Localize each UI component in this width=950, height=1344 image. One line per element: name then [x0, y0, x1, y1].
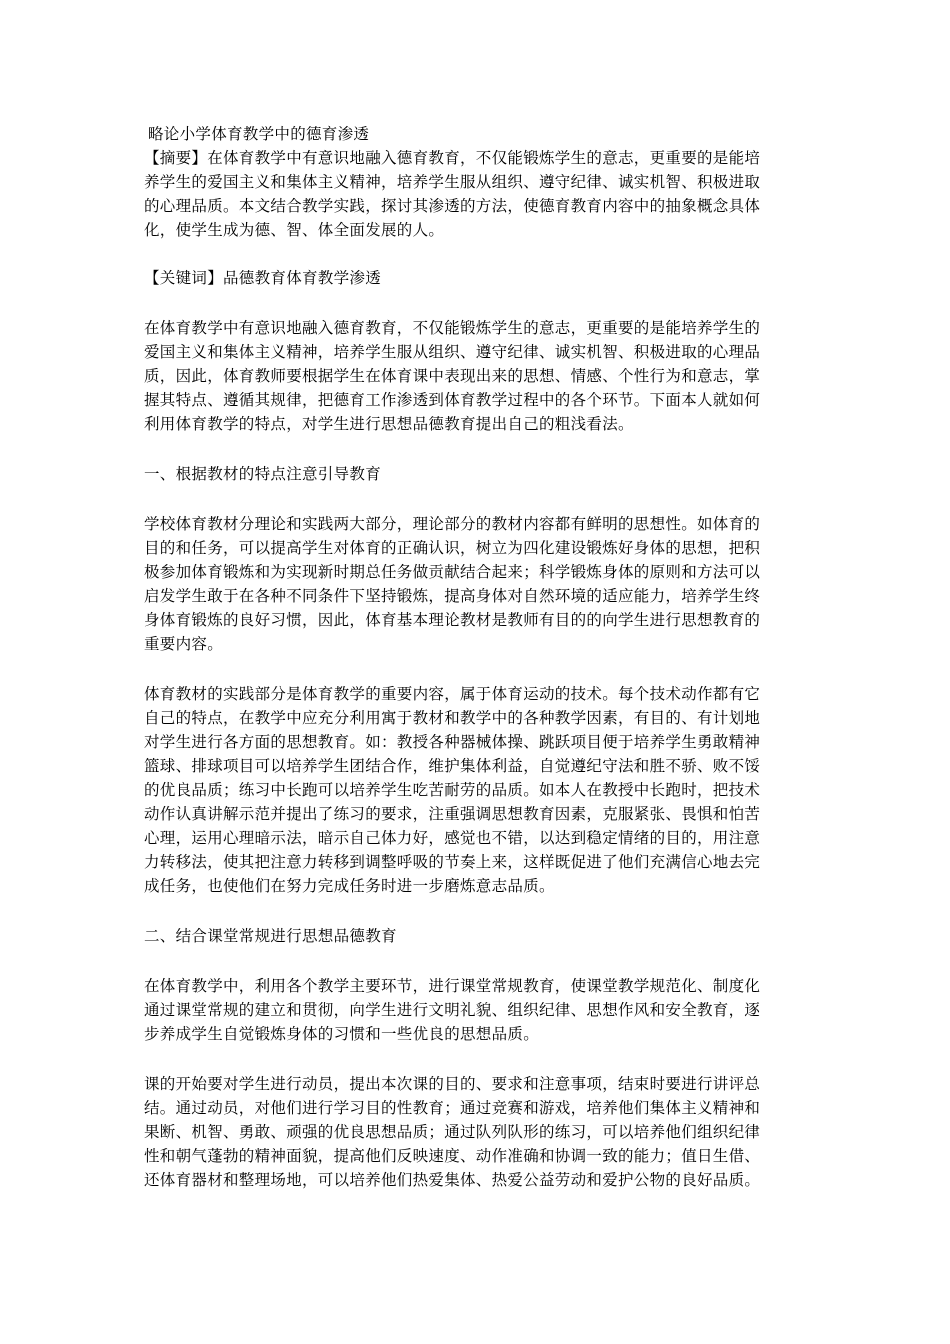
paragraph-line: 身体育锻炼的良好习惯，因此，体育基本理论教材是教师有目的的向学生进行思想教育的: [144, 611, 761, 629]
paragraph-line: 握其特点、遵循其规律，把德育工作渗透到体育教学过程中的各个环节。下面本人就如何: [144, 391, 761, 409]
paragraph-line: 利用体育教学的特点，对学生进行思想品德教育提出自己的粗浅看法。: [144, 415, 634, 433]
paragraph-line: 在体育教学中有意识地融入德育教育，不仅能锻炼学生的意志，更重要的是能培养学生的: [144, 319, 761, 337]
spacer: [144, 898, 808, 924]
spacer: [144, 290, 808, 316]
paragraph-line: 通过课堂常规的建立和贯彻，向学生进行文明礼貌、组织纪律、思想作风和安全教育，逐: [144, 1001, 761, 1019]
paragraph-line: 质，因此，体育教师要根据学生在体育课中表现出来的思想、情感、个性行为和意志，掌: [144, 367, 761, 385]
paragraph-line: 体育教材的实践部分是体育教学的重要内容，属于体育运动的技术。每个技术动作都有它: [144, 685, 761, 703]
abstract-line: 的心理品质。本文结合教学实践，探讨其渗透的方法，使德育教育内容中的抽象概念具体: [144, 197, 761, 215]
paragraph-line: 启发学生敢于在各种不同条件下坚持锻炼，提高身体对自然环境的适应能力，培养学生终: [144, 587, 761, 605]
paragraph-line: 对学生进行各方面的思想教育。如：教授各种器械体操、跳跃项目便于培养学生勇敢精神: [144, 733, 761, 751]
section-heading: 一、根据教材的特点注意引导教育: [144, 465, 382, 483]
spacer: [144, 242, 808, 266]
paragraph-line: 爱国主义和集体主义精神，培养学生服从组织、遵守纪律、诚实机智、积极进取的心理品: [144, 343, 761, 361]
spacer: [144, 656, 808, 682]
paragraph-line: 还体育器材和整理场地，可以培养他们热爱集体、热爱公益劳动和爱护公物的良好品质。: [144, 1171, 761, 1189]
paragraph-line: 极参加体育锻炼和为实现新时期总任务做贡献结合起来；科学锻炼身体的原则和方法可以: [144, 563, 761, 581]
spacer: [144, 1046, 808, 1072]
intro-paragraph: [144, 316, 808, 436]
paragraph-line: 力转移法，使其把注意力转移到调整呼吸的节奏上来，这样既促进了他们充满信心地去完: [144, 853, 761, 871]
spacer: [144, 436, 808, 462]
paragraph-line: 篮球、排球项目可以培养学生团结合作，维护集体利益，自觉遵纪守法和胜不骄、败不馁: [144, 757, 761, 775]
paragraph-line: 结。通过动员，对他们进行学习目的性教育；通过竞赛和游戏，培养他们集体主义精神和: [144, 1099, 761, 1117]
section1-paragraph: [144, 682, 808, 898]
keywords: 【关键词】品德教育体育教学渗透: [144, 269, 382, 287]
paragraph-line: 成任务，也使他们在努力完成任务时进一步磨炼意志品质。: [144, 877, 555, 895]
paragraph-line: 果断、机智、勇敢、顽强的优良思想品质；通过队列队形的练习，可以培养他们组织纪律: [144, 1123, 761, 1141]
paragraph-line: 课的开始要对学生进行动员，提出本次课的目的、要求和注意事项，结束时要进行讲评总: [144, 1075, 761, 1093]
abstract-line: 养学生的爱国主义和集体主义精神，培养学生服从组织、遵守纪律、诚实机智、积极进取: [144, 173, 761, 191]
section2-paragraph: [144, 974, 808, 1046]
spacer: [144, 486, 808, 512]
paragraph-line: 性和朝气蓬勃的精神面貌，提高他们反映速度、动作准确和协调一致的能力；值日生借、: [144, 1147, 761, 1165]
spacer: [144, 948, 808, 974]
paragraph-line: 的优良品质；练习中长跑可以培养学生吃苦耐劳的品质。如本人在教授中长跑时，把技术: [144, 781, 761, 799]
abstract-line: 【摘要】在体育教学中有意识地融入德育教育，不仅能锻炼学生的意志，更重要的是能培: [144, 149, 761, 167]
paragraph-line: 重要内容。: [144, 635, 224, 653]
abstract-line: 化，使学生成为德、智、体全面发展的人。: [144, 221, 445, 239]
paragraph-line: 心理，运用心理暗示法，暗示自己体力好，感觉也不错，以达到稳定情绪的目的，用注意: [144, 829, 761, 847]
document-page: [144, 122, 808, 1192]
section-heading: 二、结合课堂常规进行思想品德教育: [144, 927, 397, 945]
paragraph-line: 目的和任务，可以提高学生对体育的正确认识，树立为四化建设锻炼好身体的思想，把积: [144, 539, 761, 557]
paragraph-line: 步养成学生自觉锻炼身体的习惯和一些优良的思想品质。: [144, 1025, 540, 1043]
paragraph-line: 自己的特点，在教学中应充分利用寓于教材和教学中的各种教学因素，有目的、有计划地: [144, 709, 761, 727]
paragraph-line: 学校体育教材分理论和实践两大部分，理论部分的教材内容都有鲜明的思想性。如体育的: [144, 515, 761, 533]
paragraph-line: 在体育教学中，利用各个教学主要环节，进行课堂常规教育，使课堂教学规范化、制度化: [144, 977, 761, 995]
abstract: [144, 146, 808, 242]
section1-paragraph: [144, 512, 808, 656]
section2-paragraph: [144, 1072, 808, 1192]
document-title: 略论小学体育教学中的德育渗透: [148, 125, 370, 143]
paragraph-line: 动作认真讲解示范并提出了练习的要求，注重强调思想教育因素，克服紧张、畏惧和怕苦: [144, 805, 761, 823]
